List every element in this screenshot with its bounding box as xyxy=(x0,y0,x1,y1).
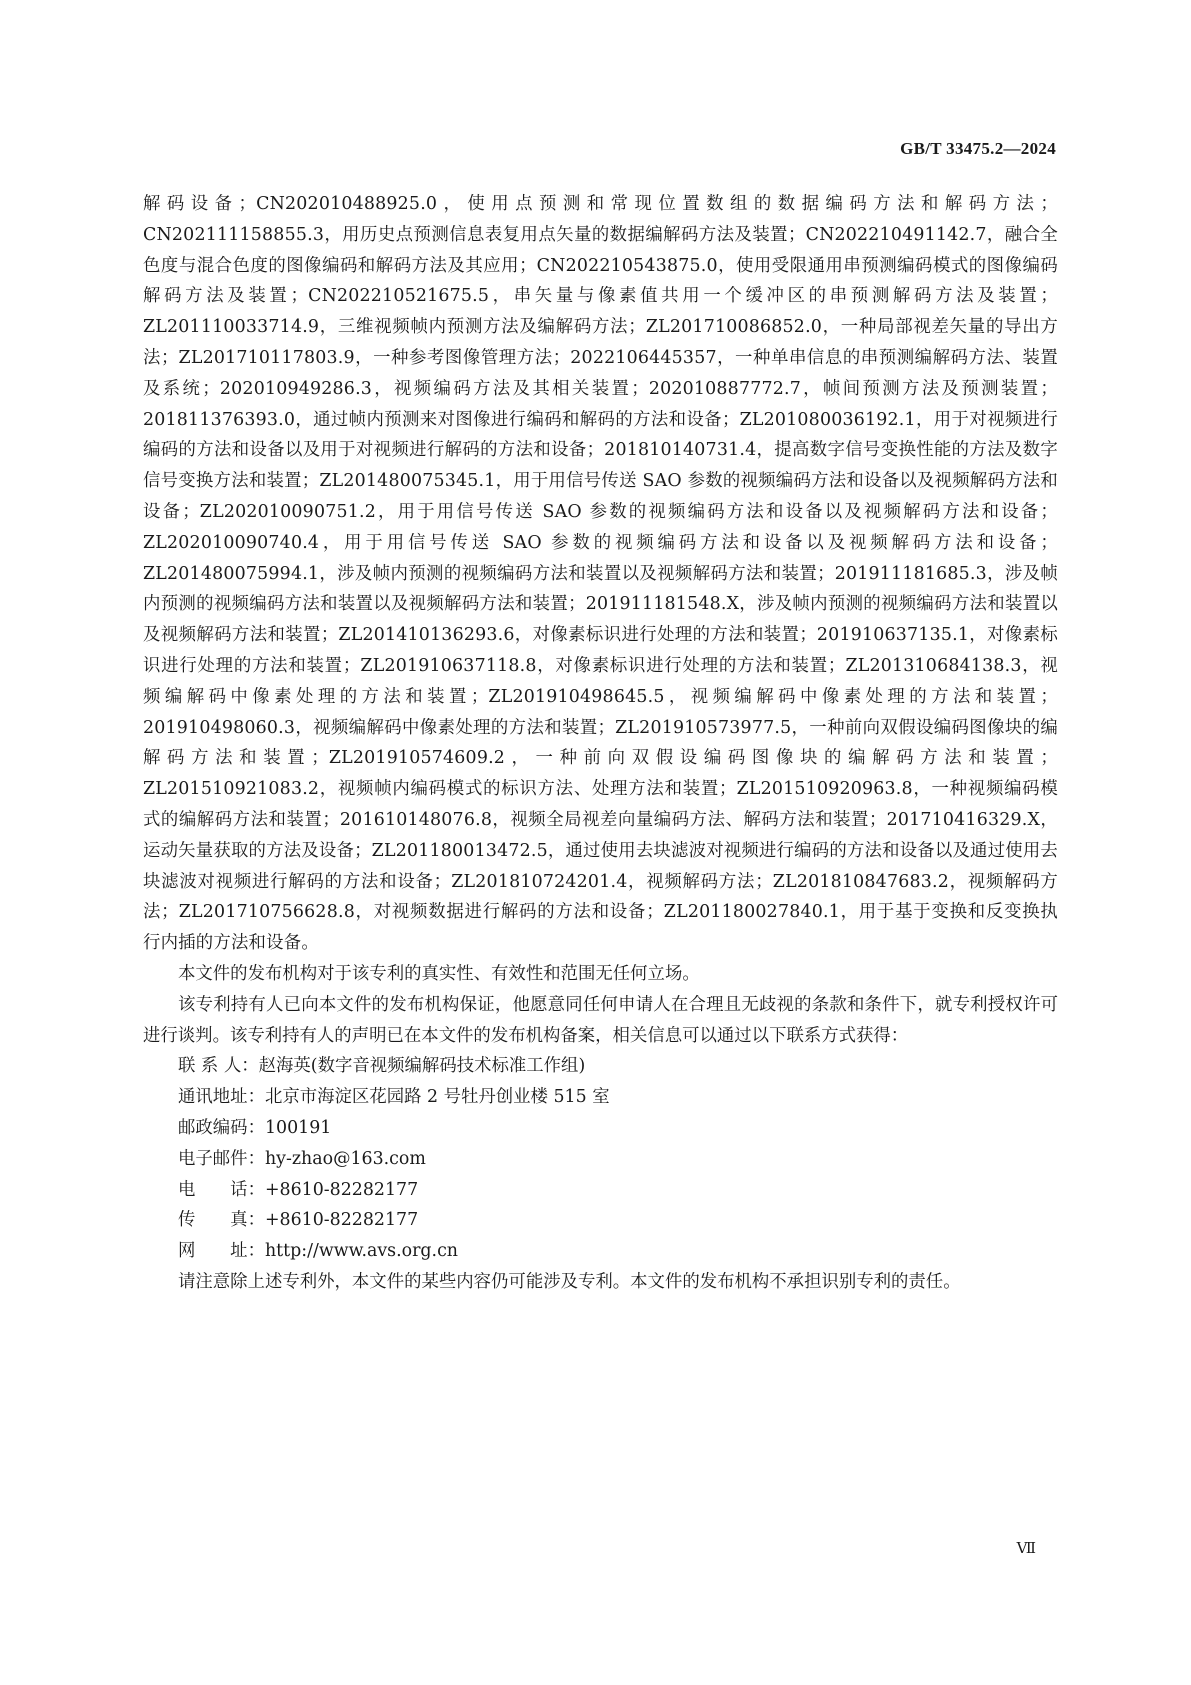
contact-website-line xyxy=(178,1236,1058,1267)
contact-phone-value: +8610-82282177 xyxy=(264,1179,419,1200)
note-paragraph: 请注意除上述专利外，本文件的某些内容仍可能涉及专利。本文件的发布机构不承担识别专利的责任。 xyxy=(178,1271,961,1292)
contact-postcode-label: 邮政编码： xyxy=(178,1117,265,1138)
contact-postcode-value: 100191 xyxy=(264,1117,332,1138)
contact-person-value: 赵海英(数字音视频编解码技术标准工作组) xyxy=(258,1056,586,1077)
contact-email-line xyxy=(178,1144,1058,1175)
standard-code: GB/T 33475.2—2024 xyxy=(900,139,1056,158)
page-number: Ⅶ xyxy=(1016,1541,1036,1557)
patent-list-paragraph: 解码设备；CN202010488925.0，使用点预测和常现位置数组的数据编码方法和解码方法；CN202111158855.3，用历史点预测信息表复用点矢量的数据编解码方法及装置；CN202210491142.7，融合全色度与混合色度的图像编码和解码方法及其应用；CN202210543875.0，使用受限通用串预测编码模式的图像编码解码方法及装置；CN202210521675.5，串矢量与像素值共用一个缓冲区的串预测解码方法及装置；ZL201110033714.9，三维视频帧内预测方法及编解码方法；ZL201710086852.0，一种局部视差矢量的导出方法；ZL201710117803.9，一种参考图像管理方法；2022106445357，一种单串信息的串预测编解码方法、装置及系统；202010949286.3，视频编码方法及其相关装置；202010887772.7，帧间预测方法及预测装置；201811376393.0，通过帧内预测来对图像进行编码和解码的方法和设备；ZL201080036192.1，用于对视频进行编码的方法和设备以及用于对视频进行解码的方法和设备；201810140731.4，提高数字信号变换性能的方法及数字信号变换方法和装置；ZL201480075345.1，用于用信号传送 SAO 参数的视频编码方法和设备以及视频解码方法和设备；ZL202010090751.2，用于用信号传送 SAO 参数的视频编码方法和设备以及视频解码方法和设备；ZL202010090740.4，用于用信号传送 SAO 参数的视频编码方法和设备以及视频解码方法和设备；ZL201480075994.1，涉及帧内预测的视频编码方法和装置以及视频解码方法和装置；201911181685.3，涉及帧内预测的视频编码方法和装置以及视频解码方法和装置；201911181548.X，涉及帧内预测的视频编码方法和装置以及视频解码方法和装置；ZL201410136293.6，对像素标识进行处理的方法和装置；201910637135.1，对像素标识进行处理的方法和装置；ZL201910637118.8，对像素标识进行处理的方法和装置；ZL201310684138.3，视频编解码中像素处理的方法和装置；ZL201910498645.5，视频编解码中像素处理的方法和装置；201910498060.3，视频编解码中像素处理的方法和装置；ZL201910573977.5，一种前向双假设编码图像块的编解码方法和装置；ZL201910574609.2，一种前向双假设编码图像块的编解码方法和装置；ZL201510921083.2，视频帧内编码模式的标识方法、处理方法和装置；ZL201510920963.8，一种视频编码模式的编解码方法和装置；201610148076.8，视频全局视差向量编码方法、解码方法和装置；201710416329.X，运动矢量获取的方法及设备；ZL201180013472.5，通过使用去块滤波对视频进行编码的方法和设备以及通过使用去块滤波对视频进行解码的方法和设备；ZL201810724201.4，视频解码方法；ZL201810847683.2，视频解码方法；ZL201710756628.8，对视频数据进行解码的方法和设备；ZL201180027840.1，用于基于变换和反变换执行内插的方法和设备。 xyxy=(143,194,1059,954)
document-body xyxy=(143,189,1058,1298)
contact-fax-line xyxy=(178,1205,1058,1236)
contact-website-label: 网 址： xyxy=(178,1241,265,1262)
contact-fax-value: +8610-82282177 xyxy=(264,1210,419,1231)
license-paragraph: 该专利持有人已向本文件的发布机构保证，他愿意同任何申请人在合理且无歧视的条款和条件下，就专利授权许可进行谈判。该专利持有人的声明已在本文件的发布机构备案，相关信息可以通过以下联系方式获得： xyxy=(143,994,1058,1046)
contact-email-label: 电子邮件： xyxy=(178,1148,265,1169)
contact-email-value: hy-zhao@163.com xyxy=(264,1148,426,1169)
position-paragraph: 本文件的发布机构对于该专利的真实性、有效性和范围无任何立场。 xyxy=(178,963,700,984)
contact-phone-line xyxy=(178,1175,1058,1206)
contact-block xyxy=(143,1051,1058,1267)
contact-address-value: 北京市海淀区花园路 2 号牡丹创业楼 515 室 xyxy=(264,1087,610,1108)
contact-phone-label: 电 话： xyxy=(178,1179,265,1200)
contact-fax-label: 传 真： xyxy=(178,1210,265,1231)
contact-address-label: 通讯地址： xyxy=(178,1087,265,1108)
contact-postcode-line xyxy=(178,1113,1058,1144)
contact-address-line xyxy=(178,1082,1058,1113)
contact-website-value: http://www.avs.org.cn xyxy=(264,1241,459,1262)
contact-person-label: 联 系 人： xyxy=(178,1056,259,1077)
contact-person-line xyxy=(178,1051,1058,1082)
